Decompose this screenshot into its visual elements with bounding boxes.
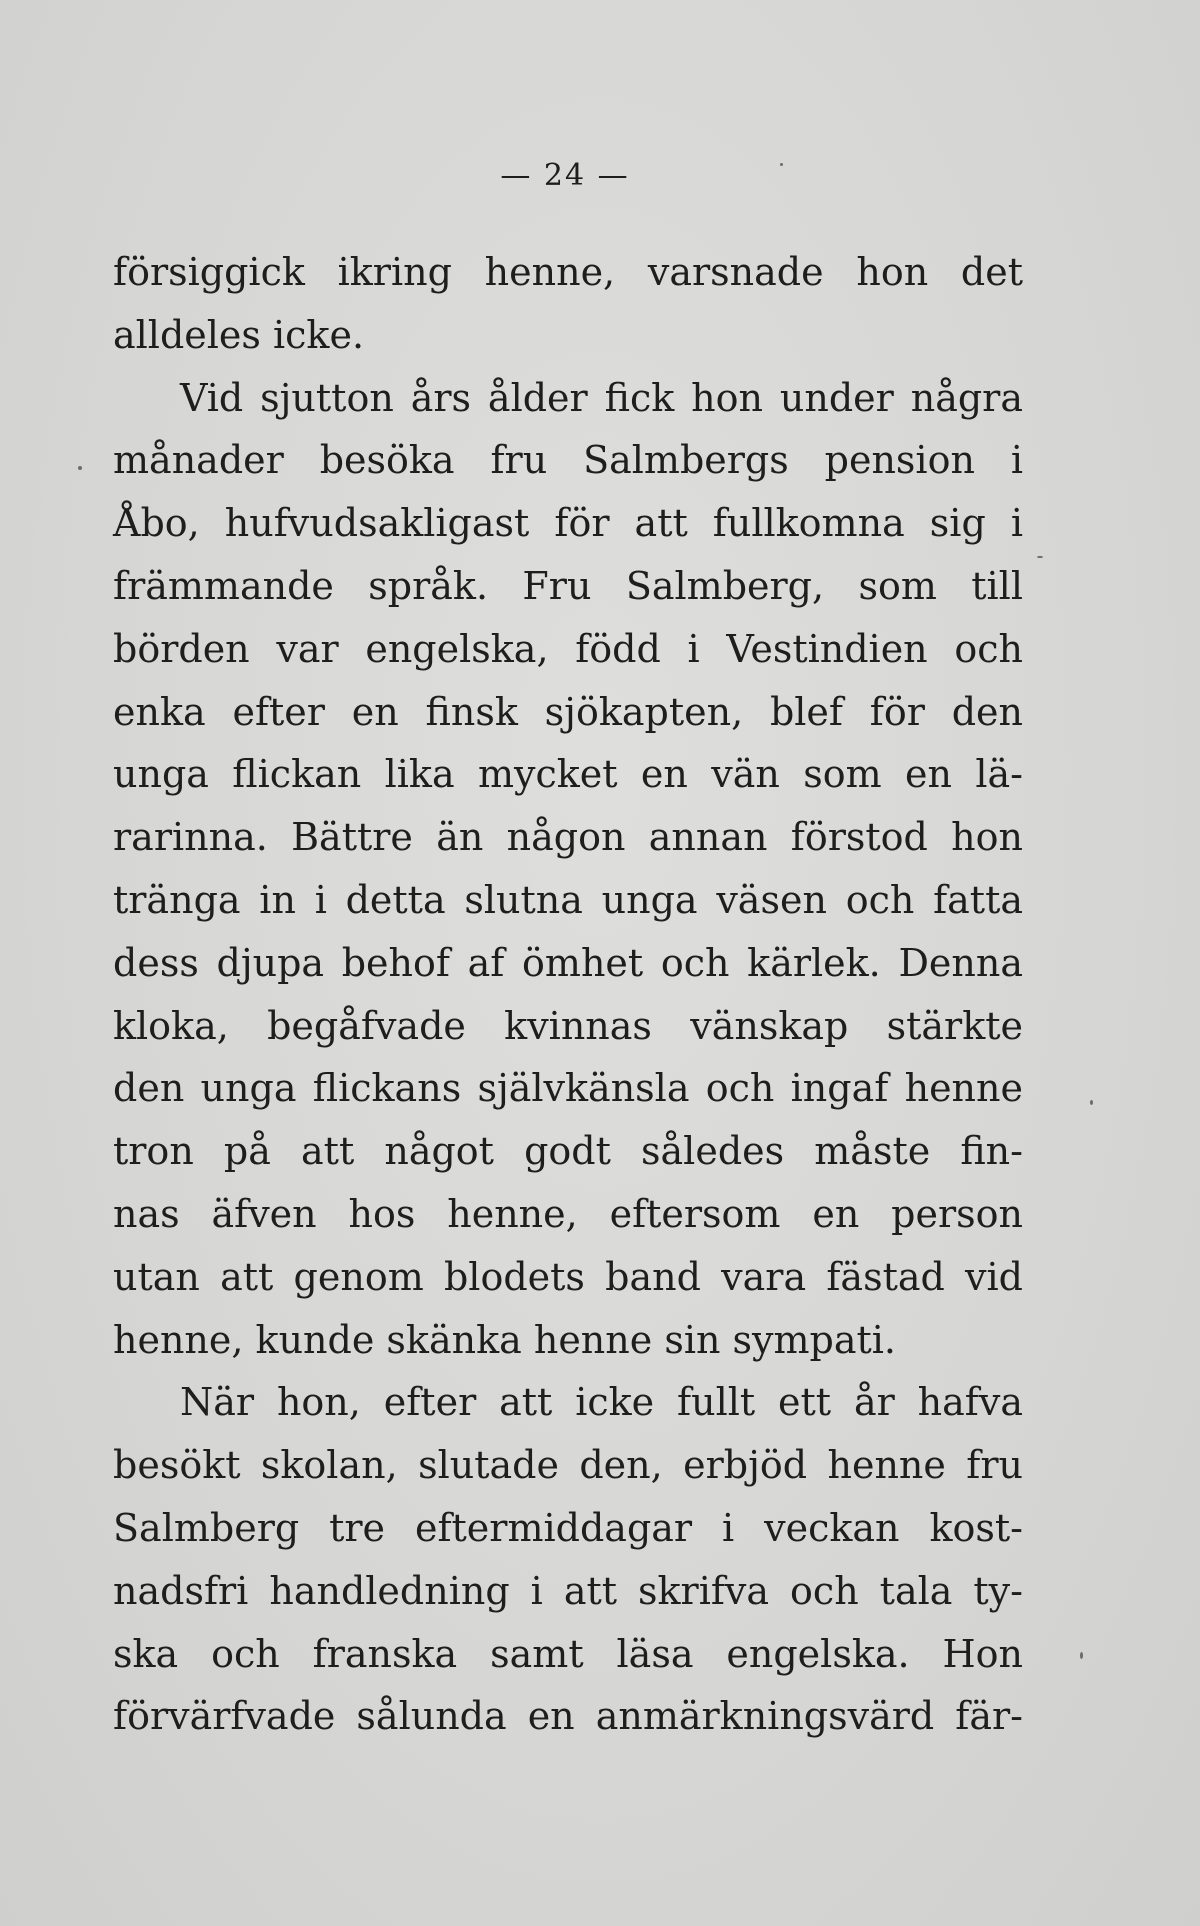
text-line: ska och franska samt läsa engelska. Hon: [113, 1631, 1023, 1676]
text-line: tron på att något godt således måste fin-: [113, 1129, 1023, 1174]
text-line: försiggick ikring henne, varsnade hon det: [113, 250, 1023, 294]
text-line: besökt skolan, slutade den, erbjöd henne fru: [113, 1443, 1023, 1488]
print-speck: [78, 466, 82, 470]
body-text: [113, 241, 1023, 1748]
text-line: enka efter en finsk sjökapten, blef för den: [113, 689, 1023, 734]
text-line: utan att genom blodets band vara fästad vid: [113, 1254, 1023, 1299]
text-line: alldeles icke.: [113, 312, 365, 357]
text-line: den unga flickans självkänsla och ingaf henne: [113, 1066, 1023, 1111]
text-line: nas äfven hos henne, eftersom en person: [113, 1191, 1023, 1236]
print-speck: [780, 163, 783, 166]
text-line: kloka, begåfvade kvinnas vänskap stärkte: [113, 1003, 1023, 1048]
page-number: — 24 —: [500, 158, 630, 193]
text-line: När hon, efter att icke fullt ett år hafva: [180, 1380, 1023, 1425]
print-speck: [1037, 556, 1043, 558]
text-line: dess djupa behof af ömhet och kärlek. Denna: [113, 940, 1023, 985]
text-line: Vid sjutton års ålder fick hon under några: [180, 375, 1023, 420]
text-line: tränga in i detta slutna unga väsen och fatta: [113, 877, 1023, 922]
print-speck: [1080, 1652, 1083, 1659]
text-line: Salmberg tre eftermiddagar i veckan kost-: [113, 1505, 1023, 1550]
text-line: förvärfvade sålunda en anmärkningsvärd fär-: [113, 1694, 1023, 1739]
text-line: rarinna. Bättre än någon annan förstod hon: [113, 815, 1023, 860]
text-line: henne, kunde skänka henne sin sympati.: [113, 1317, 897, 1362]
text-line: månader besöka fru Salmbergs pension i: [113, 438, 1023, 483]
text-line: börden var engelska, född i Vestindien och: [113, 626, 1023, 671]
text-line: nadsfri handledning i att skrifva och tala ty-: [113, 1568, 1023, 1613]
text-line: främmande språk. Fru Salmberg, som till: [113, 563, 1023, 608]
text-line: Åbo, hufvudsakligast för att fullkomna sig i: [113, 501, 1023, 546]
text-line: unga flickan lika mycket en vän som en lä-: [113, 752, 1023, 797]
print-speck: [1090, 1100, 1093, 1105]
